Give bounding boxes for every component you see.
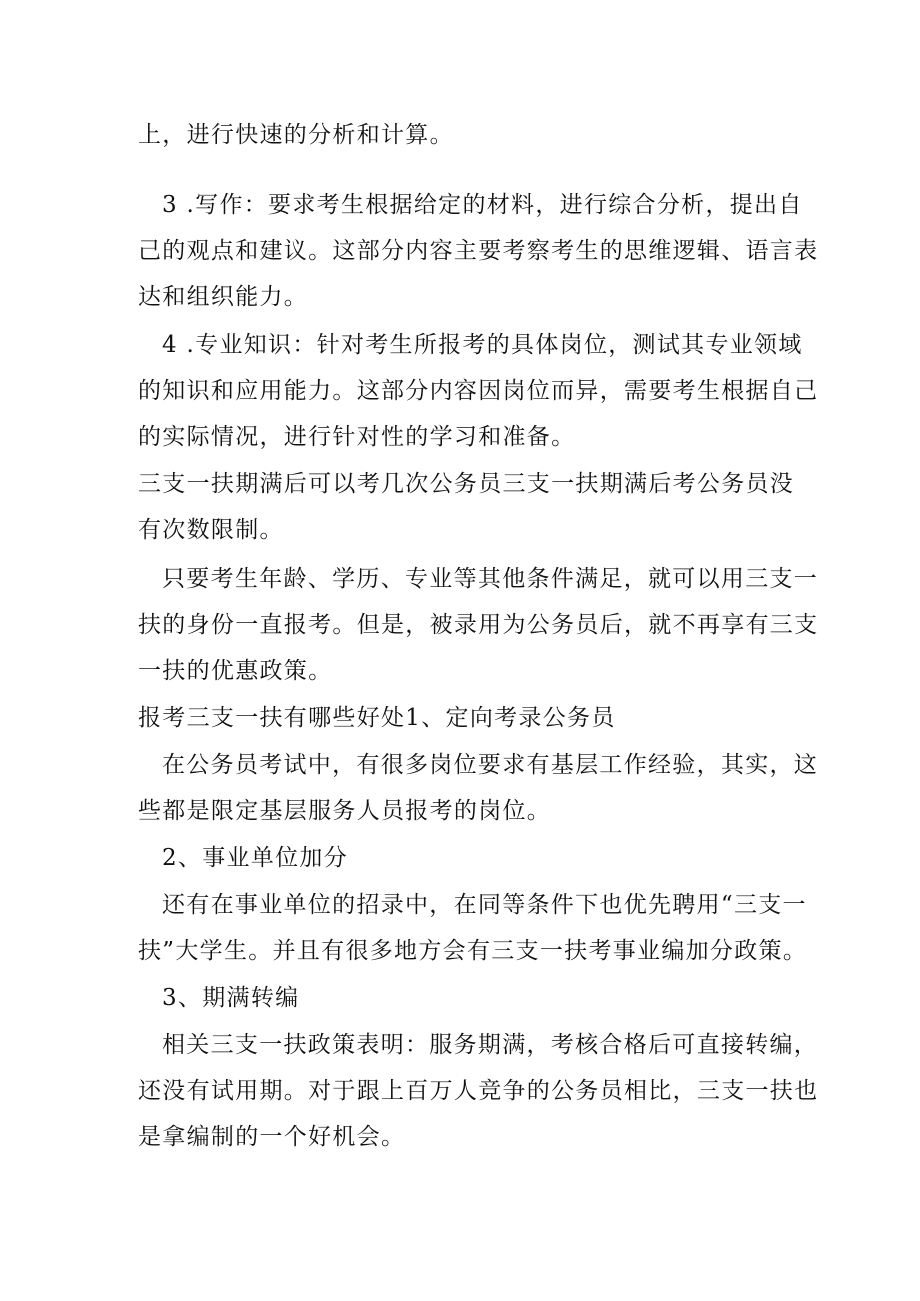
text-line-10: 只要考生年龄、学历、专业等其他条件满足，就可以用三支一 xyxy=(162,566,819,592)
text-line-2: 3 .写作：要求考生根据给定的材料，进行综合分析，提出自 xyxy=(162,192,803,218)
text-line-8: 三支一扶期满后可以考几次公务员三支一扶期满后考公务员没 xyxy=(138,471,795,497)
text-line-4: 达和组织能力。 xyxy=(138,284,309,310)
text-line-18: 扶”大学生。并且有很多地方会有三支一扶考事业编加分政策。 xyxy=(138,938,808,964)
text-line-3: 己的观点和建议。这部分内容主要考察考生的思维逻辑、语言表 xyxy=(138,238,819,264)
text-line-21: 还没有试用期。对于跟上百万人竞争的公务员相比，三支一扶也 xyxy=(138,1078,819,1104)
text-line-13: 报考三支一扶有哪些好处1、定向考录公务员 xyxy=(138,705,616,731)
text-line-19: 3、期满转编 xyxy=(162,985,300,1011)
text-line-22: 是拿编制的一个好机会。 xyxy=(138,1124,406,1150)
text-line-5: 4 .专业知识：针对考生所报考的具体岗位，测试其专业领域 xyxy=(162,332,803,358)
text-line-12: 一扶的优惠政策。 xyxy=(138,658,333,684)
text-line-17: 还有在事业单位的招录中，在同等条件下也优先聘用“三支一 xyxy=(162,892,807,918)
text-line-1: 上，进行快速的分析和计算。 xyxy=(138,122,454,148)
text-line-20: 相关三支一扶政策表明：服务期满，考核合格后可直接转编， xyxy=(162,1032,819,1058)
text-line-6: 的知识和应用能力。这部分内容因岗位而异，需要考生根据自己 xyxy=(138,378,819,404)
text-line-15: 些都是限定基层服务人员报考的岗位。 xyxy=(138,798,552,824)
text-line-16: 2、事业单位加分 xyxy=(162,845,349,871)
text-line-14: 在公务员考试中，有很多岗位要求有基层工作经验，其实，这 xyxy=(162,752,819,778)
text-line-11: 扶的身份一直报考。但是，被录用为公务员后，就不再享有三支 xyxy=(138,612,819,638)
text-line-9: 有次数限制。 xyxy=(138,517,284,543)
text-line-7: 的实际情况，进行针对性的学习和准备。 xyxy=(138,424,576,450)
